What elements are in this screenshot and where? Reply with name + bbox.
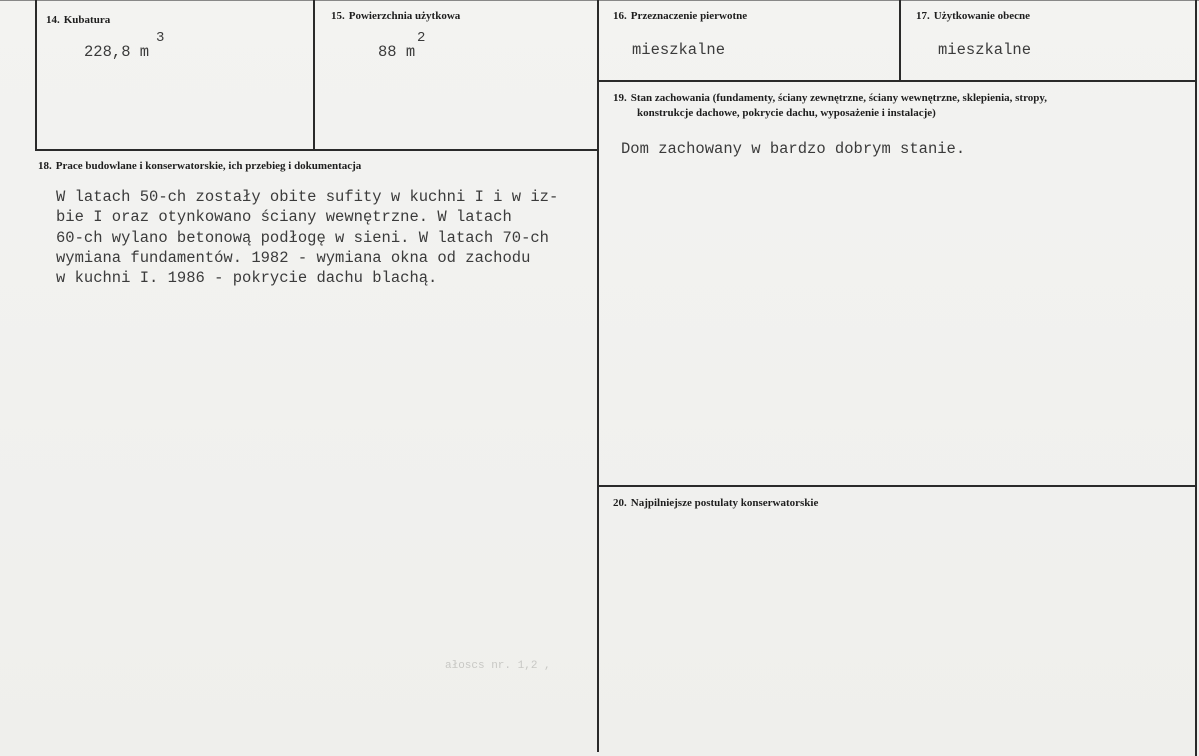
field-18-line: 60-ch wylano betonową podłogę w sieni. W latach 70-ch: [56, 229, 549, 247]
faint-text: ałoscs nr. 1,2 ,: [445, 660, 551, 672]
field-18-line: w kuchni I. 1986 - pokrycie dachu blachą.: [56, 269, 438, 287]
field-15-superscript: 2: [417, 30, 426, 46]
rule-h2: [35, 149, 599, 151]
rule-v4: [899, 0, 901, 82]
field-18-line: wymiana fundamentów. 1982 - wymiana okna od zachodu: [56, 249, 531, 267]
rule-v5: [1195, 0, 1197, 756]
field-17-label: 17. Użytkowanie obecne: [916, 10, 1030, 22]
rule-top: [0, 0, 1199, 1]
field-19-label-line2: konstrukcje dachowe, pokrycie dachu, wyposażenie i instalacje): [637, 107, 936, 119]
field-19-label-line1: 19. Stan zachowania (fundamenty, ściany zewnętrzne, ściany wewnętrzne, sklepienia, stropy,: [613, 92, 1048, 104]
field-18-label: 18. Prace budowlane i konserwatorskie, ich przebieg i dokumentacja: [38, 160, 362, 172]
field-15-value: 88 m: [378, 43, 416, 61]
field-16-label: 16. Przeznaczenie pierwotne: [613, 10, 748, 22]
field-14-label: 14. Kubatura: [46, 14, 111, 26]
field-16-value: mieszkalne: [632, 41, 726, 59]
field-14-value: 228,8 m: [84, 43, 150, 61]
field-15-label: 15. Powierzchnia użytkowa: [331, 10, 461, 22]
field-19-value: Dom zachowany w bardzo dobrym stanie.: [621, 140, 966, 158]
rule-v1: [35, 0, 37, 150]
field-20-label: 20. Najpilniejsze postulaty konserwatorskie: [613, 497, 819, 509]
rule-h3: [597, 485, 1197, 487]
rule-v3: [597, 0, 599, 752]
field-17-value: mieszkalne: [938, 41, 1032, 59]
field-18-line: bie I oraz otynkowano ściany wewnętrzne. W latach: [56, 208, 512, 226]
rule-v2: [313, 0, 315, 150]
field-14-superscript: 3: [156, 30, 165, 46]
field-18-line: W latach 50-ch zostały obite sufity w kuchni I i w iz-: [56, 188, 559, 206]
rule-h1: [597, 80, 1197, 82]
